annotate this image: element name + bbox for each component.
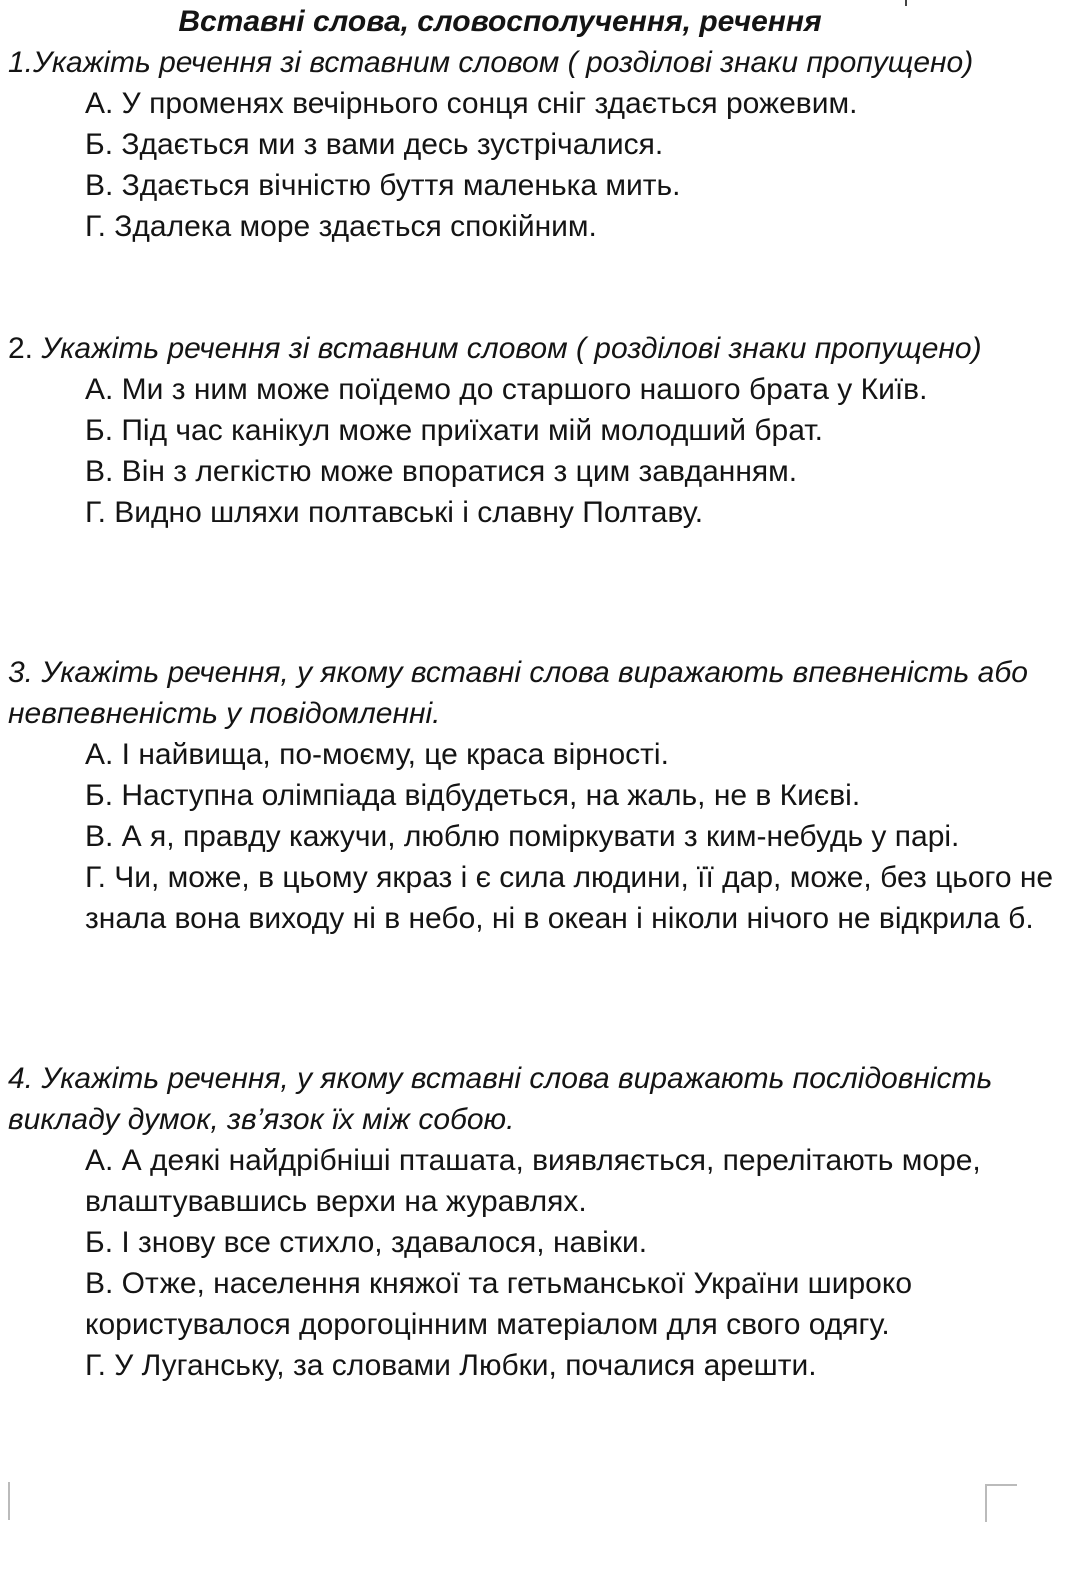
option-a: А. У променях вечірнього сонця сніг здається рожевим.	[85, 87, 858, 120]
question-number: 2.	[8, 332, 34, 365]
question-number: 4.	[8, 1062, 34, 1095]
question-text: Укажіть речення, у якому вставні слова виражають послідовність викладу думок, зв’язок їх між собою.	[8, 1062, 993, 1136]
option-b: Б. Наступна олімпіада відбудеться, на жаль, не в Києві.	[85, 779, 861, 812]
option-v: В. А я, правду кажучи, люблю поміркувати з ким-небудь у парі.	[85, 820, 960, 853]
question-2	[8, 328, 1068, 533]
question-text: Укажіть речення зі вставним словом ( розділові знаки пропущено)	[33, 46, 974, 79]
option-g: Г. Здалека море здається спокійним.	[85, 210, 597, 243]
question-number: 3.	[8, 656, 34, 689]
question-text: Укажіть речення зі вставним словом ( розділові знаки пропущено)	[41, 332, 982, 365]
page-title: Вставні слова, словосполучення, речення	[178, 5, 822, 38]
question-number: 1.	[8, 46, 34, 79]
question-3	[8, 652, 1068, 939]
option-v: В. Отже, населення княжої та гетьманської України широко користувалося дорогоцінним матеріалом для свого одягу.	[85, 1267, 913, 1341]
question-prompt	[8, 1058, 1068, 1140]
option-g: Г. Видно шляхи полтавські і славну Полтаву.	[85, 496, 704, 529]
option-v: В. Здається вічністю буття маленька мить.	[85, 169, 681, 202]
option-a: А. Ми з ним може поїдемо до старшого нашого брата у Київ.	[85, 373, 928, 406]
question-text: Укажіть речення, у якому вставні слова виражають впевненість або невпевненість у повідомленні.	[8, 656, 1028, 730]
option-b: Б. І знову все стихло, здавалося, навіки.	[85, 1226, 648, 1259]
option-a: А. А деякі найдрібніші пташата, виявляється, перелітають море, влаштувавшись верхи на журавлях.	[85, 1144, 981, 1218]
question-prompt	[8, 42, 1068, 83]
option-v: В. Він з легкістю може впоратися з цим завданням.	[85, 455, 798, 488]
option-g: Г. Чи, може, в цьому якраз і є сила людини, її дар, може, без цього не знала вона виходу ні в небо, ні в океан і ніколи нічого не відкрила б.	[85, 861, 1054, 935]
option-b: Б. Здається ми з вами десь зустрічалися.	[85, 128, 664, 161]
question-prompt	[8, 652, 1068, 734]
question-4	[8, 1058, 1068, 1386]
option-a: А. І найвища, по-моєму, це краса вірності.	[85, 738, 669, 771]
option-g: Г. У Луганську, за словами Любки, почалися арешти.	[85, 1349, 817, 1382]
question-1	[8, 42, 1068, 247]
option-b: Б. Під час канікул може приїхати мій молодший брат.	[85, 414, 823, 447]
question-prompt	[8, 328, 1068, 369]
page-corner-mark-right	[985, 1484, 1017, 1522]
page-corner-mark-left	[0, 1482, 10, 1520]
